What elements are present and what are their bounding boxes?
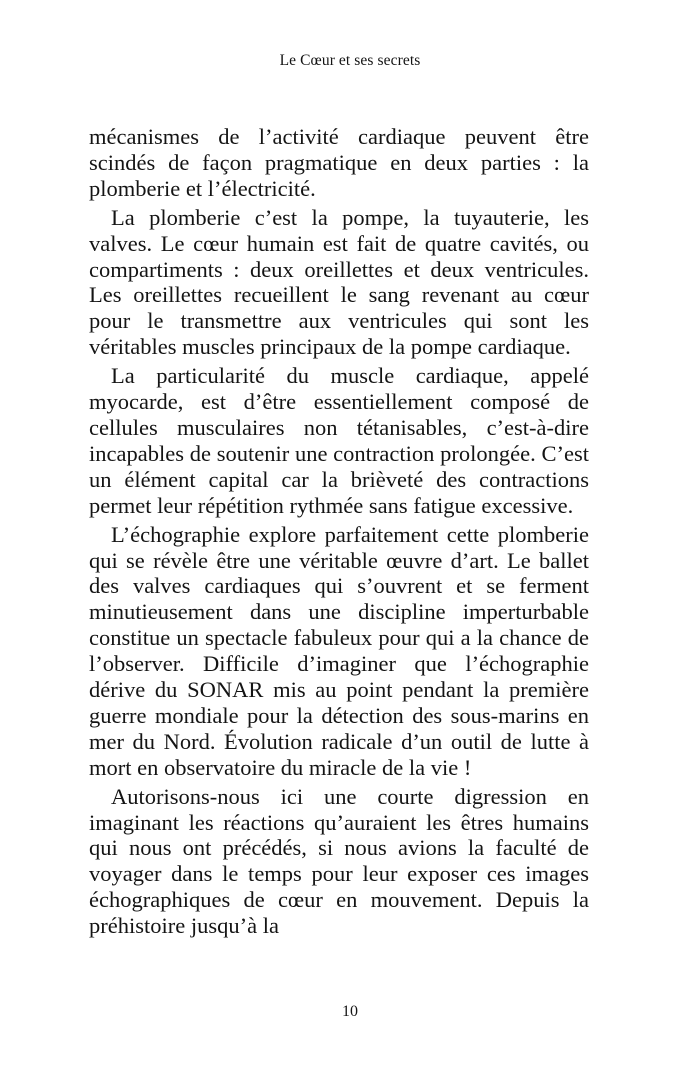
paragraph: La particularité du muscle cardiaque, appelé myocarde, est d’être essentiellement composé de cellules musculaires non tétanisables, c’est-à-dire incapables de soutenir une contraction prolongée. C’est un élément capital car la brièveté des contractions permet leur répétition rythmée sans fatigue excessive. [89, 363, 589, 518]
page-number: 10 [342, 1003, 358, 1020]
paragraph: Autorisons-nous ici une courte digression en imaginant les réactions qu’auraient les êtres humains qui nous ont précédés, si nous avions la faculté de voyager dans le temps pour leur exposer ces images échographiques de cœur en mouvement. Depuis la préhistoire jusqu’à la [89, 783, 589, 939]
running-header: Le Cœur et ses secrets [279, 52, 421, 69]
paragraph: mécanismes de l’activité cardiaque peuvent être scindés de façon pragmatique en deux parties : la plomberie et l’électricité. [89, 124, 589, 201]
paragraph: L’échographie explore parfaitement cette plomberie qui se révèle être une véritable œuvre d’art. Le ballet des valves cardiaques qui s’ouvrent et se ferment minutieusement dans une discipline imperturbable constitue un spectacle fabuleux pour qui a la chance de l’observer. Difficile d’imaginer que l’échographie dérive du SONAR mis au point pendant la première guerre mondiale pour la détection des sous-marins en mer du Nord. Évolution radicale d’un outil de lutte à mort en observatoire du miracle de la vie ! [89, 521, 589, 780]
body-text [89, 124, 589, 939]
paragraph: La plomberie c’est la pompe, la tuyauterie, les valves. Le cœur humain est fait de quatre cavités, ou compartiments : deux oreillettes et deux ventricules. Les oreillettes recueillent le sang revenant au cœur pour le transmettre aux ventricules qui sont les véritables muscles principaux de la pompe cardiaque. [89, 204, 589, 360]
